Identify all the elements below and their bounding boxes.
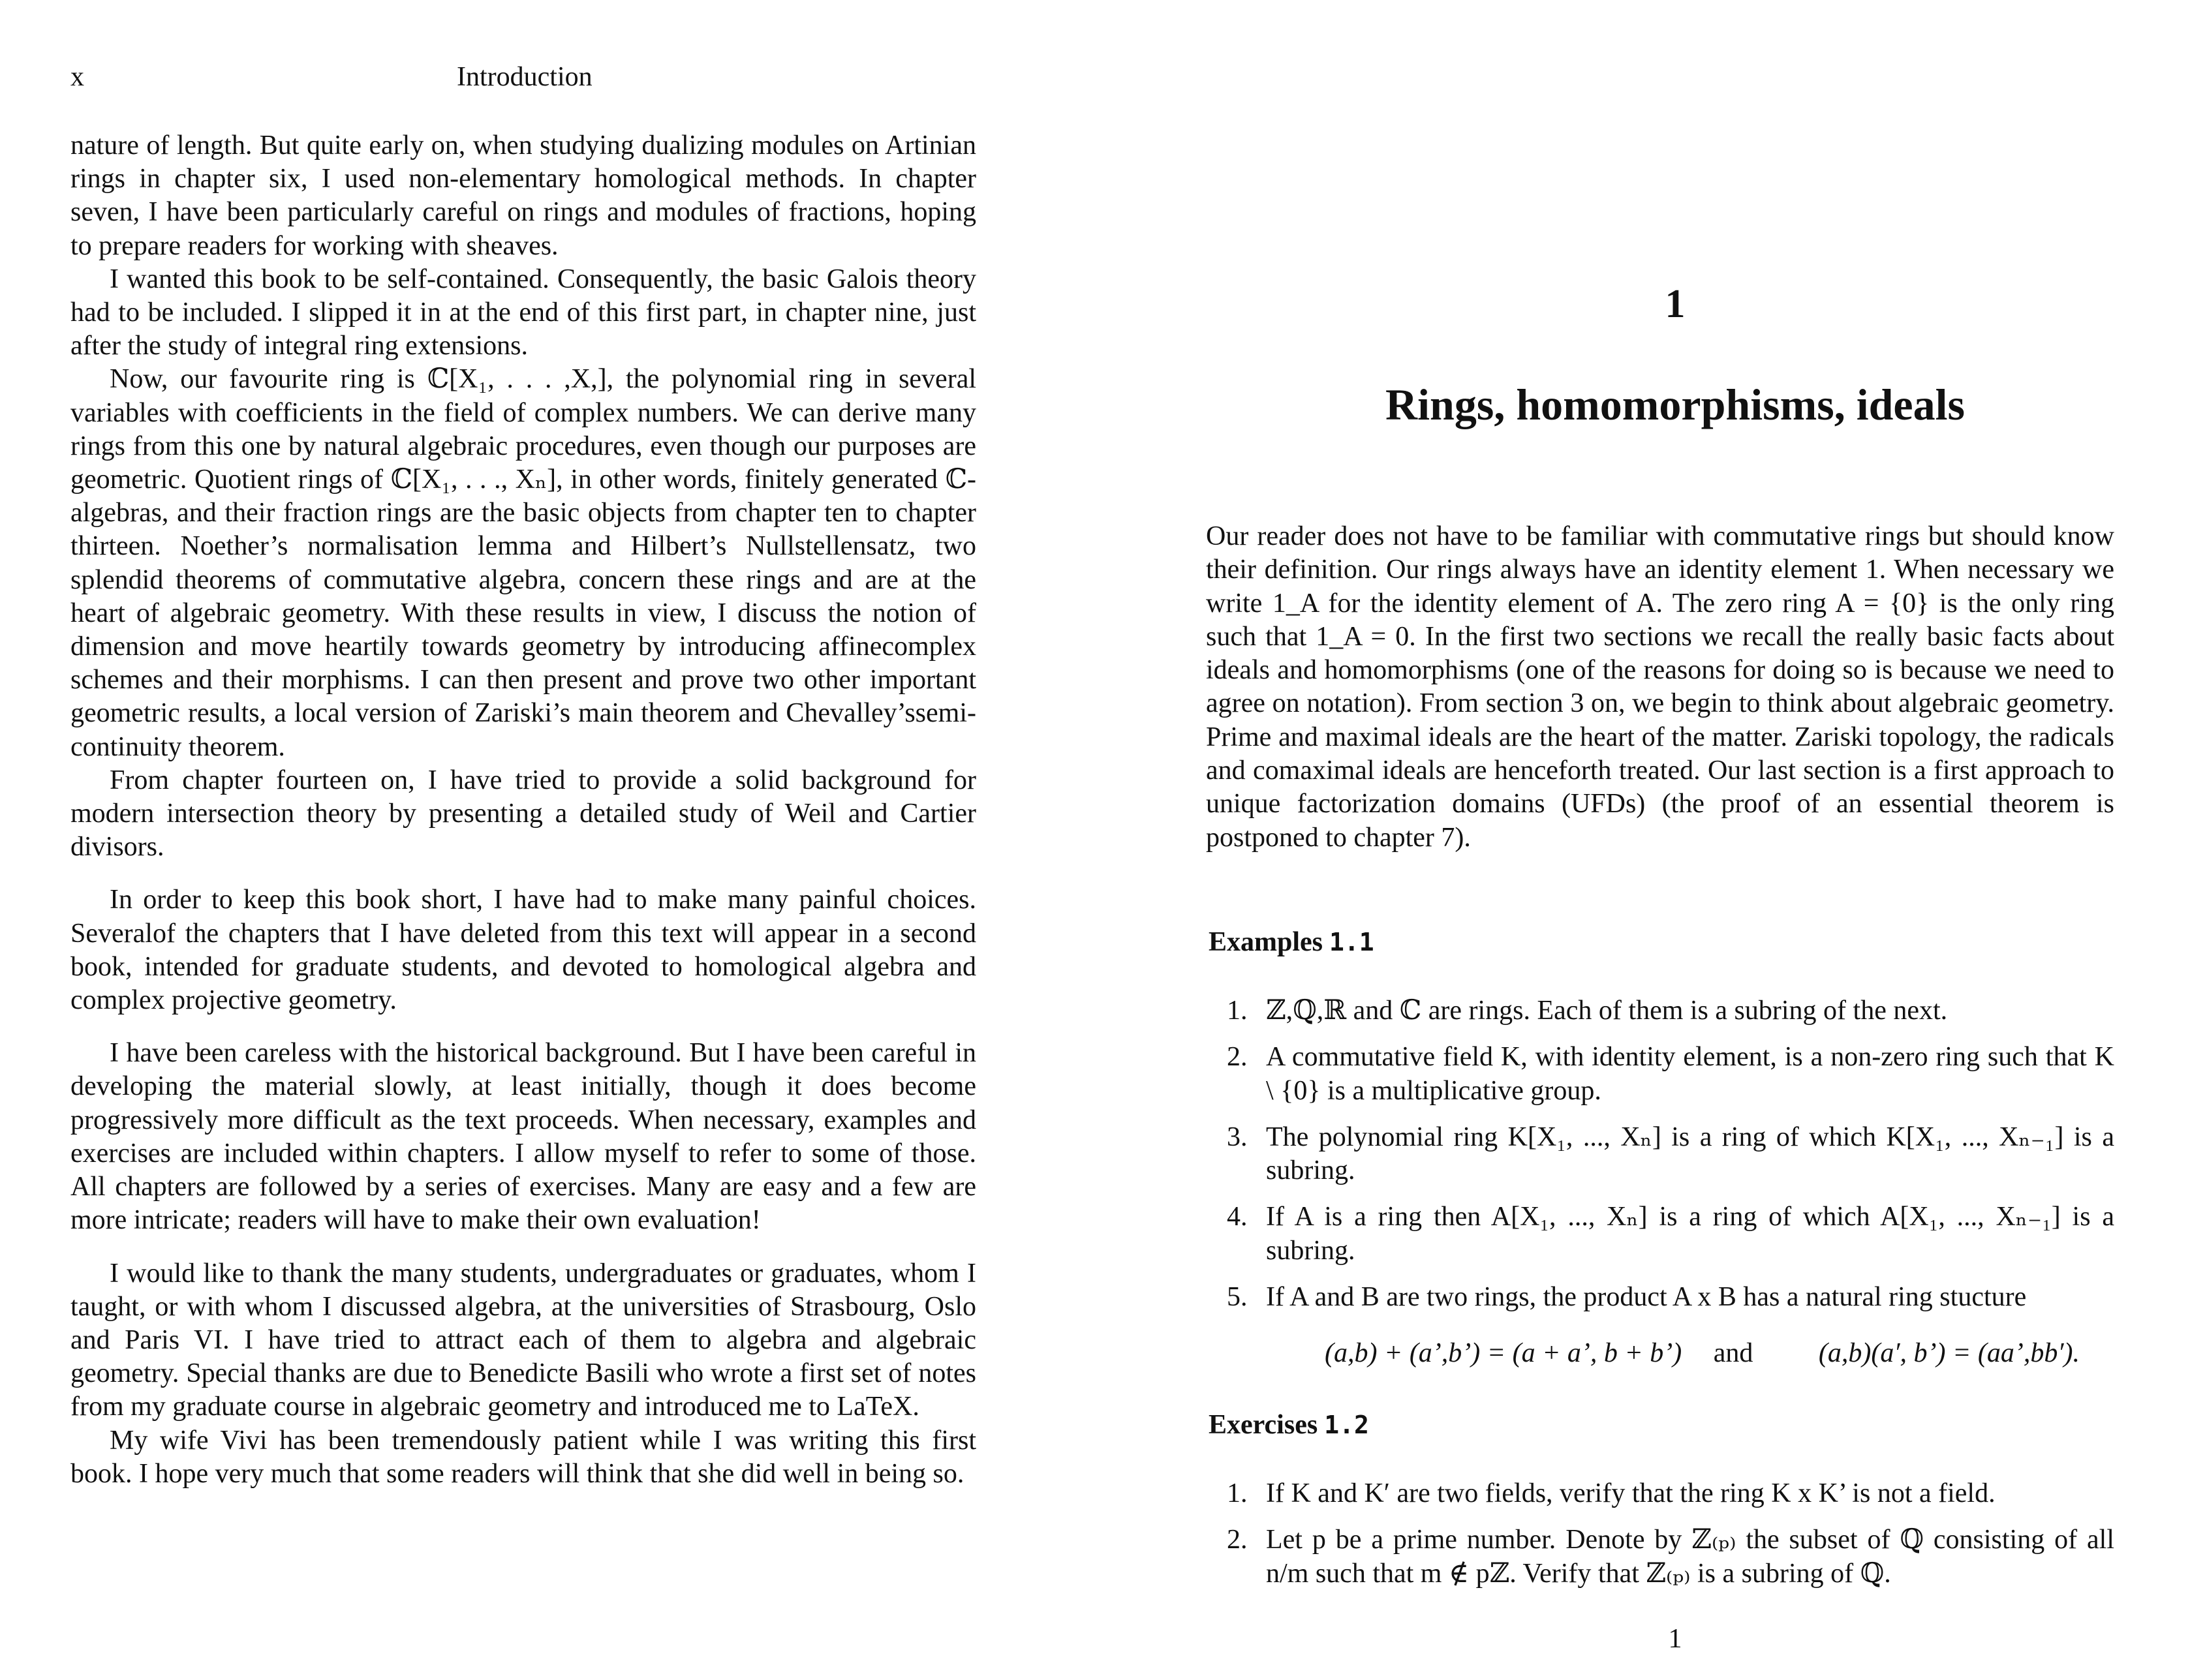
formula-product: (a,b)(a′, b’) = (aa’,bb′).: [1818, 1338, 2080, 1368]
item-marker: 1.: [1227, 1478, 1248, 1508]
item-marker: 3.: [1227, 1122, 1248, 1152]
page-number: 1: [1668, 1624, 1682, 1654]
paragraph: I would like to thank the many students, undergraduates or graduates, whom I taught, or with whom I discussed algebra, at the universities of Strasbourg, Oslo and Paris VI. I have tried to attract each of them to algebra and algebraic geometry. Special thanks are due to Benedicte Basili who wrote a first set of notes from my graduate course in algebraic geometry and introduced me to LaTeX.: [70, 1258, 976, 1422]
item-text: If A and B are two rings, the product A x B has a natural ring stucture: [1266, 1282, 2027, 1313]
item-text: ℤ,ℚ,ℝ and ℂ are rings. Each of them is a subring of the next.: [1266, 996, 1948, 1026]
paragraph: I wanted this book to be self-contained. Consequently, the basic Galois theory had to be included. I slipped it in at the end of this first part, in chapter nine, just after the study of integral ring extensions.: [70, 264, 976, 361]
item-text: If K and K′ are two fields, verify that the ring K x K’ is not a field.: [1266, 1478, 1996, 1508]
ring-operations-formula: [1325, 1336, 2080, 1370]
item-text: A commutative field K, with identity element, is a non-zero ring such that K \ {0} is a multiplicative group.: [1266, 1042, 2114, 1106]
introduction-body: [70, 129, 976, 1491]
chapter-number: 1: [1665, 282, 1686, 326]
list-item: [1227, 1477, 2114, 1510]
paragraph: nature of length. But quite early on, when studying dualizing modules on Artinian rings in chapter six, I used non-elementary homological methods. In chapter seven, I have been particularly careful on rings and modules of fractions, hoping to prepare readers for working with sheaves.: [70, 130, 976, 261]
item-marker: 4.: [1227, 1202, 1248, 1232]
exercises-heading: [1209, 1408, 1369, 1442]
list-item: [1227, 1121, 2114, 1188]
exercises-number: 1.2: [1324, 1411, 1369, 1439]
paragraph: In order to keep this book short, I have had to make many painful choices. Severalof the chapters that I have deleted from this text will appear in a second book, intended for graduate students, and devoted to homological algebra and complex projective geometry.: [70, 885, 976, 1016]
exercises-heading-label: Exercises: [1209, 1410, 1318, 1440]
item-marker: 2.: [1227, 1525, 1248, 1555]
list-item: [1227, 1200, 2114, 1268]
item-marker: 2.: [1227, 1042, 1248, 1073]
item-marker: 1.: [1227, 996, 1248, 1026]
examples-heading-label: Examples: [1209, 927, 1323, 957]
chapter-intro: Our reader does not have to be familiar with commutative rings but should know their definition. Our rings always have an identity element 1. When necessary we write 1_A for the identity element of A. The zero ring A = {0} is the only ring such that 1_A = 0. In the first two sections we recall the really basic facts about ideals and homomorphisms (one of the reasons for doing so is because we need to agree on notation). From section 3 on, we begin to think about algebraic geometry. Prime and maximal ideals are the heart of the matter. Zariski topology, the radicals and comaximal ideals are henceforth treated. Our last section is a first approach to unique factorization domains (UFDs) (the proof of an essential theorem is postponed to chapter 7).: [1206, 521, 2114, 853]
formula-and: and: [1713, 1338, 1753, 1368]
paragraph: My wife Vivi has been tremendously patient while I was writing this first book. I hope very much that some readers will think that she did well in being so.: [70, 1425, 976, 1489]
examples-heading: [1209, 925, 1374, 959]
item-marker: 5.: [1227, 1282, 1248, 1313]
list-item: [1227, 1041, 2114, 1108]
right-page: [1103, 0, 2205, 1680]
item-text: Let p be a prime number. Denote by ℤ₍ₚ₎ the subset of ℚ consisting of all n/m such that m ∉ pℤ. Verify that ℤ₍ₚ₎ is a subring of ℚ.: [1266, 1525, 2114, 1589]
item-text: The polynomial ring K[X₁, ..., Xₙ] is a ring of which K[X₁, ..., Xₙ₋₁] is a subring.: [1266, 1122, 2114, 1186]
chapter-title: Rings, homomorphisms, ideals: [1385, 380, 1965, 429]
list-item: [1227, 1281, 2114, 1314]
list-item: [1227, 994, 2114, 1028]
running-title: Introduction: [457, 62, 593, 92]
formula-sum: (a,b) + (a’,b’) = (a + a’, b + b’): [1325, 1338, 1682, 1368]
paragraph: Now, our favourite ring is ℂ[X₁, . . . ,X,], the polynomial ring in several variables with coefficients in the field of complex numbers. We can derive many rings from this one by natural algebraic procedures, even though our purposes are geometric. Quotient rings of ℂ[X₁, . . ., Xₙ], in other words, finitely generated ℂ-algebras, and their fraction rings are the basic objects from chapter ten to chapter thirteen. Noether’s normalisation lemma and Hilbert’s Nullstellensatz, two splendid theorems of commutative algebra, concern these rings and are at the heart of algebraic geometry. With these results in view, I discuss the notion of dimension and move heartily towards geometry by introducing affinecomplex schemes and their morphisms. I can then present and prove two other important geometric results, a local version of Zariski’s main theorem and Chevalley’ssemi-continuity theorem.: [70, 364, 976, 762]
list-item: [1227, 1523, 2114, 1591]
paragraph: I have been careless with the historical background. But I have been careful in developing the material slowly, at least initially, though it does become progressively more difficult as the text proceeds. When necessary, examples and exercises are included within chapters. I allow myself to refer to some of those. All chapters are followed by a series of exercises. Many are easy and a few are more intricate; readers will have to make their own evaluation!: [70, 1038, 976, 1236]
page-number: x: [70, 62, 84, 92]
examples-list: [1227, 994, 2114, 1327]
examples-number: 1.1: [1329, 928, 1374, 956]
paragraph: From chapter fourteen on, I have tried to provide a solid background for modern intersection theory by presenting a detailed study of Weil and Cartier divisors.: [70, 765, 976, 863]
exercises-list: [1227, 1477, 2114, 1604]
item-text: If A is a ring then A[X₁, ..., Xₙ] is a ring of which A[X₁, ..., Xₙ₋₁] is a subring.: [1266, 1202, 2114, 1266]
